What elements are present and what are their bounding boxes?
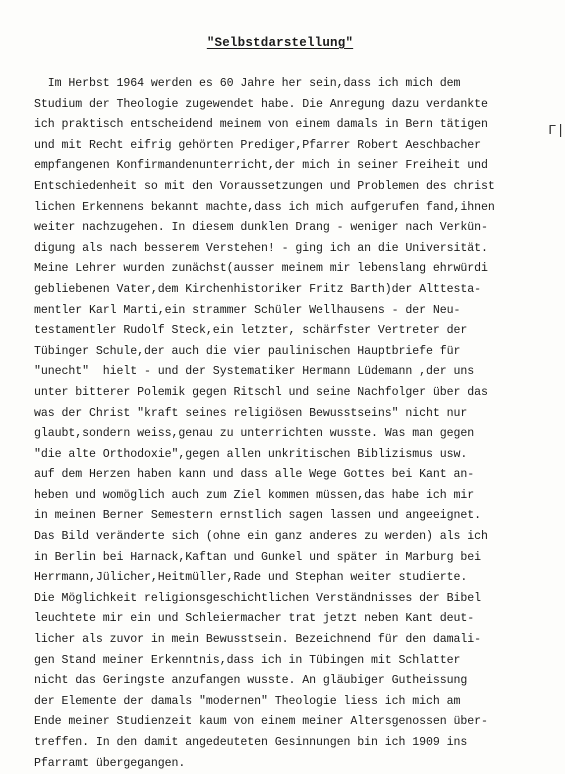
text-line: lichen Erkennens bekannt machte,dass ich mich aufgerufen fand,ihnen	[34, 200, 495, 214]
text-line: "unecht" hielt - und der Systematiker Hermann Lüdemann ,der uns	[34, 365, 475, 379]
text-line: unter bitterer Polemik gegen Ritschl und seine Nachfolger über das	[34, 385, 488, 399]
text-line: Studium der Theologie zugewendet habe. Die Anregung dazu verdankte	[34, 97, 488, 111]
text-line: in Berlin bei Harnack,Kaftan und Gunkel und später in Marburg bei	[34, 550, 482, 564]
text-line: ich praktisch entscheidend meinem von einem damals in Bern tätigen	[34, 118, 488, 132]
text-line: in meinen Berner Semestern ernstlich sagen lassen und angeeignet.	[34, 509, 482, 523]
text-line: Das Bild veränderte sich (ohne ein ganz anderes zu werden) als ich	[34, 530, 488, 544]
text-line: Entschiedenheit so mit den Voraussetzungen und Problemen des christ	[34, 179, 495, 193]
text-line: Die Möglichkeit religionsgeschichtlichen Verständnisses der Bibel	[34, 591, 482, 605]
text-line: Meine Lehrer wurden zunächst(ausser meinem mir lebenslang ehrwürdi	[34, 262, 488, 276]
document-title: "Selbstdarstellung"	[206, 36, 354, 50]
text-line: der Elemente der damals "modernen" Theologie liess ich mich am	[34, 694, 461, 708]
text-line: Tübinger Schule,der auch die vier paulinischen Hauptbriefe für	[34, 344, 461, 358]
text-line: gen Stand meiner Erkenntnis,dass ich in Tübingen mit Schlatter	[34, 653, 461, 667]
text-line: weiter nachzugehen. In diesem dunklen Drang - weniger nach Verkün-	[34, 221, 488, 235]
margin-mark: Γ|	[548, 123, 565, 139]
text-line: und mit Recht eifrig gehörten Prediger,Pfarrer Robert Aeschbacher	[34, 138, 482, 152]
text-line: digung als nach besserem Verstehen! - ging ich an die Universität.	[34, 241, 488, 255]
text-line: auf dem Herzen haben kann und dass alle Wege Gottes bei Kant an-	[34, 468, 475, 482]
text-line: glaubt,sondern weiss,genau zu unterrichten wusste. Was man gegen	[34, 427, 475, 441]
text-line: licher als zuvor in mein Bewusstsein. Bezeichnend für den damali-	[34, 633, 482, 647]
text-line: leuchtete mir ein und Schleiermacher trat jetzt neben Kant deut-	[34, 612, 475, 626]
text-line: treffen. In den damit angedeuteten Gesinnungen bin ich 1909 ins	[34, 736, 468, 749]
text-line: was der Christ "kraft seines religiösen Bewusstseins" nicht nur	[34, 406, 468, 420]
text-line: testamentler Rudolf Steck,ein letzter, schärfster Vertreter der	[34, 324, 468, 338]
document-body	[34, 74, 560, 774]
text-line: Ende meiner Studienzeit kaum von einem meiner Altersgenossen über-	[34, 715, 488, 729]
text-line: heben und womöglich auch zum Ziel kommen müssen,das habe ich mir	[34, 488, 475, 502]
text-line: Herrmann,Jülicher,Heitmüller,Rade und Stephan weiter studierte.	[34, 571, 468, 585]
text-line: mentler Karl Marti,ein strammer Schüler Wellhausens - der Neu-	[34, 303, 461, 317]
text-line: empfangenen Konfirmandenunterricht,der mich in seiner Freiheit und	[34, 159, 488, 173]
text-line: nicht das Geringste anzufangen wusste. An gläubiger Gutheissung	[34, 674, 468, 688]
text-line: Pfarramt übergegangen.	[34, 756, 186, 770]
text-line: gebliebenen Vater,dem Kirchenhistoriker Fritz Barth)der Alttesta-	[34, 282, 482, 296]
text-line: Im Herbst 1964 werden es 60 Jahre her sein,dass ich mich dem	[34, 77, 461, 90]
text-line: "die alte Orthodoxie",gegen allen unkritischen Biblizismus usw.	[34, 447, 468, 461]
